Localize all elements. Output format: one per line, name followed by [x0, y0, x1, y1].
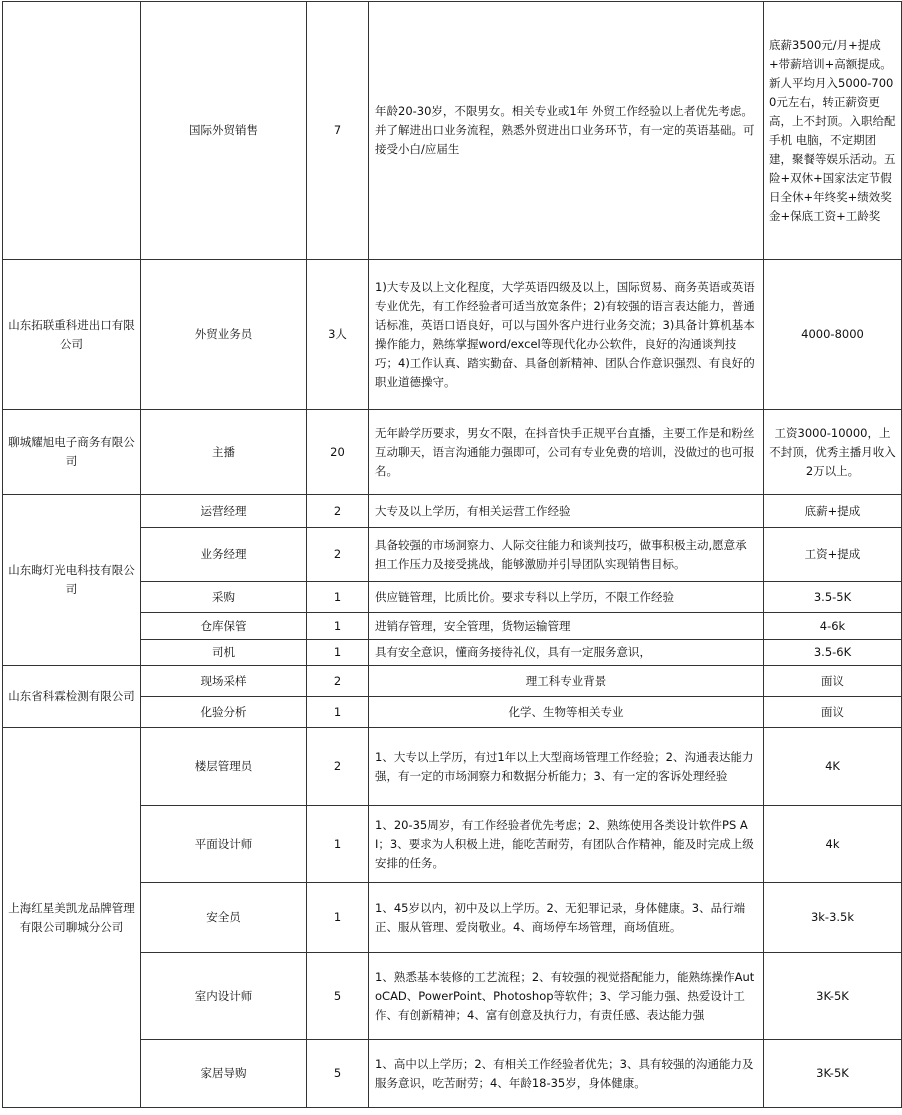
table-row [3, 666, 902, 697]
count-cell: 5 [307, 953, 369, 1040]
salary-cell: 3K-5K [764, 953, 902, 1040]
salary-cell: 4-6k [764, 613, 902, 640]
company-cell: 上海红星美凯龙品牌管理有限公司聊城分公司 [3, 728, 141, 1108]
position-cell: 运营经理 [141, 495, 307, 528]
requirement-cell: 1、大专以上学历，有过1年以上大型商场管理工作经验；2、沟通表达能力强，有一定的市场洞察力和数据分析能力；3、有一定的客诉处理经验 [369, 728, 764, 806]
salary-cell: 工资3000-10000，上不封顶，优秀主播月收入2万以上。 [764, 410, 902, 495]
company-cell: 山东拓联重科进出口有限公司 [3, 260, 141, 410]
count-cell: 2 [307, 495, 369, 528]
position-cell: 化验分析 [141, 697, 307, 728]
position-cell: 楼层管理员 [141, 728, 307, 806]
position-cell: 国际外贸销售 [141, 2, 307, 260]
company-cell: 聊城耀旭电子商务有限公司 [3, 410, 141, 495]
requirement-cell: 化学、生物等相关专业 [369, 697, 764, 728]
table-row [3, 728, 902, 806]
requirement-cell: 1、20-35周岁，有工作经验者优先考虑；2、熟练使用各类设计软件PS AI；3、要求为人积极上进，能吃苦耐劳，有团队合作精神，能及时完成上级安排的任务。 [369, 806, 764, 883]
salary-cell: 面议 [764, 666, 902, 697]
count-cell: 1 [307, 640, 369, 666]
requirement-cell: 1、45岁以内，初中及以上学历。2、无犯罪记录，身体健康。3、品行端正、服从管理、爱岗敬业。4、商场停车场管理，商场值班。 [369, 883, 764, 953]
salary-cell: 4000-8000 [764, 260, 902, 410]
count-cell: 1 [307, 883, 369, 953]
requirement-cell: 进销存管理，安全管理，货物运输管理 [369, 613, 764, 640]
company-cell: 山东省科霖检测有限公司 [3, 666, 141, 728]
salary-cell: 4k [764, 806, 902, 883]
requirement-cell: 年龄20-30岁，不限男女。相关专业或1年 外贸工作经验以上者优先考虑。并了解进出口业务流程，熟悉外贸进出口业务环节，有一定的英语基础。可接受小白/应届生 [369, 2, 764, 260]
count-cell: 20 [307, 410, 369, 495]
requirement-cell: 具有安全意识，懂商务接待礼仪，具有一定服务意识， [369, 640, 764, 666]
position-cell: 仓库保管 [141, 613, 307, 640]
table-row [3, 2, 902, 260]
salary-cell: 4K [764, 728, 902, 806]
recruitment-table [2, 1, 902, 1108]
company-cell [3, 2, 141, 260]
position-cell: 安全员 [141, 883, 307, 953]
requirement-cell: 无年龄学历要求，男女不限，在抖音快手正规平台直播，主要工作是和粉丝互动聊天，语言沟通能力强即可，公司有专业免费的培训，没做过的也可报名。 [369, 410, 764, 495]
position-cell: 平面设计师 [141, 806, 307, 883]
position-cell: 室内设计师 [141, 953, 307, 1040]
count-cell: 5 [307, 1040, 369, 1108]
count-cell: 3人 [307, 260, 369, 410]
requirement-cell: 1、熟悉基本装修的工艺流程；2、有较强的视觉搭配能力，能熟练操作AutoCAD、PowerPoint、Photoshop等软件；3、学习能力强、热爱设计工作、有创新精神；4、富有创意及执行力，有责任感、表达能力强 [369, 953, 764, 1040]
table-row [3, 410, 902, 495]
count-cell: 1 [307, 613, 369, 640]
count-cell: 1 [307, 806, 369, 883]
position-cell: 司机 [141, 640, 307, 666]
requirement-cell: 供应链管理，比质比价。要求专科以上学历，不限工作经验 [369, 582, 764, 613]
company-cell: 山东晦灯光电科技有限公司 [3, 495, 141, 666]
position-cell: 外贸业务员 [141, 260, 307, 410]
salary-cell: 3K-5K [764, 1040, 902, 1108]
salary-cell: 底薪+提成 [764, 495, 902, 528]
position-cell: 现场采样 [141, 666, 307, 697]
position-cell: 家居导购 [141, 1040, 307, 1108]
requirement-cell: 具备较强的市场洞察力、人际交往能力和谈判技巧，做事积极主动,愿意承担工作压力及接受挑战，能够激励并引导团队实现销售目标。 [369, 528, 764, 582]
table-body [3, 2, 902, 1108]
requirement-cell: 理工科专业背景 [369, 666, 764, 697]
salary-cell: 面议 [764, 697, 902, 728]
salary-cell: 底薪3500元/月+提成+带薪培训+高额提成。新人平均月入5000-7000元左右，转正薪资更高，上不封顶。入职给配手机 电脑，不定期团建，聚餐等娱乐活动。五险+双休+国家法定节假日全休+年终奖+绩效奖金+保底工资+工龄奖 [764, 2, 902, 260]
count-cell: 7 [307, 2, 369, 260]
position-cell: 采购 [141, 582, 307, 613]
table-row [3, 495, 902, 528]
count-cell: 2 [307, 728, 369, 806]
table-row [3, 260, 902, 410]
count-cell: 2 [307, 528, 369, 582]
requirement-cell: 大专及以上学历，有相关运营工作经验 [369, 495, 764, 528]
salary-cell: 3.5-6K [764, 640, 902, 666]
salary-cell: 3.5-5K [764, 582, 902, 613]
count-cell: 1 [307, 582, 369, 613]
position-cell: 业务经理 [141, 528, 307, 582]
requirement-cell: 1、高中以上学历；2、有相关工作经验者优先；3、具有较强的沟通能力及服务意识，吃苦耐劳；4、年龄18-35岁，身体健康。 [369, 1040, 764, 1108]
requirement-cell: 1)大专及以上文化程度，大学英语四级及以上，国际贸易、商务英语或英语专业优先，有工作经验者可适当放宽条件；2)有较强的语言表达能力，普通话标准，英语口语良好，可以与国外客户进行业务交流；3)具备计算机基本操作能力，熟练掌握word/excel等现代化办公软件，良好的沟通谈判技巧；4)工作认真、踏实勤奋、具备创新精神、团队合作意识强烈、有良好的职业道德操守。 [369, 260, 764, 410]
salary-cell: 工资+提成 [764, 528, 902, 582]
position-cell: 主播 [141, 410, 307, 495]
count-cell: 1 [307, 697, 369, 728]
salary-cell: 3k-3.5k [764, 883, 902, 953]
count-cell: 2 [307, 666, 369, 697]
